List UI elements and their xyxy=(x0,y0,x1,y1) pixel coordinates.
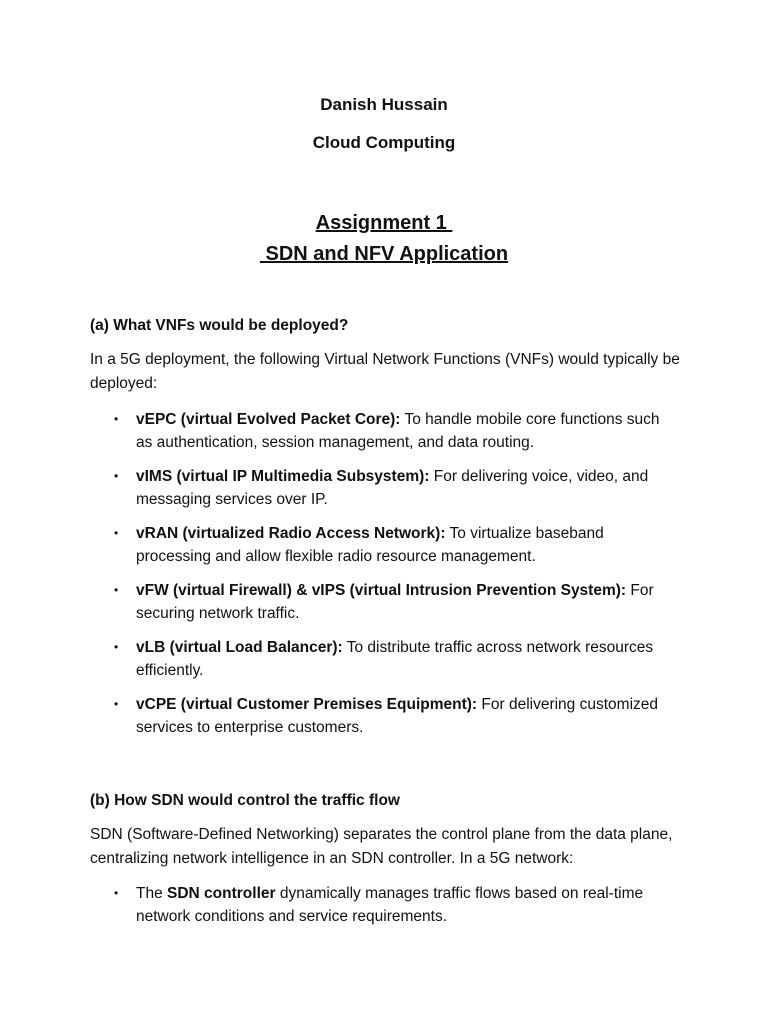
list-item-prefix: The xyxy=(136,885,168,902)
bullet-icon: • xyxy=(114,697,119,711)
list-item-term: vLB (virtual Load Balancer): xyxy=(136,639,343,656)
list-item-term: SDN controller xyxy=(167,885,276,902)
list-item-desc: For delivering customized services to enterprise customers. xyxy=(136,696,659,736)
course-name: Cloud Computing xyxy=(312,133,456,152)
sdn-list xyxy=(0,882,768,939)
vnf-list xyxy=(0,408,768,750)
list-item-desc: For securing network traffic. xyxy=(136,582,654,622)
list-item xyxy=(0,465,676,511)
list-item xyxy=(0,636,676,682)
list-item-term: vFW (virtual Firewall) & vIPS (virtual Intrusion Prevention System): xyxy=(136,582,627,599)
list-item-desc: To handle mobile core functions such as authentication, session management, and data routing. xyxy=(136,411,660,451)
list-item xyxy=(0,522,676,568)
assignment-subtitle: SDN and NFV Application xyxy=(259,243,509,265)
bullet-icon: • xyxy=(114,640,119,654)
list-item-desc: For delivering voice, video, and messaging services over IP. xyxy=(136,468,649,508)
section-b-heading: (b) How SDN would control the traffic flow xyxy=(90,792,400,809)
assignment-title: Assignment 1 xyxy=(315,212,453,234)
list-item-desc: To distribute traffic across network resources efficiently. xyxy=(136,639,654,679)
list-item xyxy=(0,693,676,739)
list-item xyxy=(0,408,676,454)
bullet-icon: • xyxy=(114,886,119,900)
bullet-icon: • xyxy=(114,526,119,540)
bullet-icon: • xyxy=(114,412,119,426)
list-item-term: vIMS (virtual IP Multimedia Subsystem): xyxy=(136,468,430,485)
list-item-desc: dynamically manages traffic flows based on real-time network conditions and service requirements. xyxy=(136,885,644,925)
list-item-term: vCPE (virtual Customer Premises Equipment): xyxy=(136,696,478,713)
list-item-desc: To virtualize baseband processing and allow flexible radio resource management. xyxy=(136,525,604,565)
section-a-intro: In a 5G deployment, the following Virtual Network Functions (VNFs) would typically be deployed: xyxy=(90,351,680,392)
list-item-term: vEPC (virtual Evolved Packet Core): xyxy=(136,411,401,428)
author-name: Danish Hussain xyxy=(320,95,448,114)
list-item xyxy=(0,579,676,625)
list-item xyxy=(0,882,676,928)
section-a-heading: (a) What VNFs would be deployed? xyxy=(90,317,349,334)
list-item-term: vRAN (virtualized Radio Access Network): xyxy=(136,525,446,542)
bullet-icon: • xyxy=(114,469,119,483)
section-b-intro: SDN (Software-Defined Networking) separates the control plane from the data plane, centralizing network intelligence in an SDN controller. In a 5G network: xyxy=(90,826,673,867)
bullet-icon: • xyxy=(114,583,119,597)
